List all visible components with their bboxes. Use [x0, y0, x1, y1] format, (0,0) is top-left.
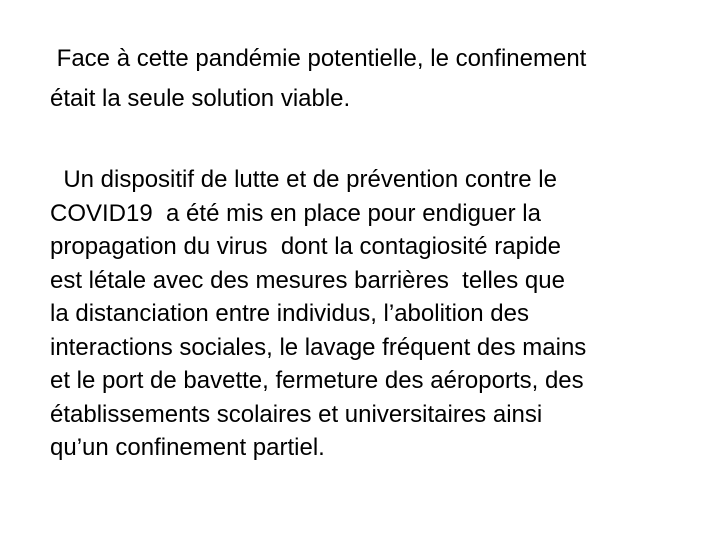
paragraph-intro-line-1: Face à cette pandémie potentielle, le confinement: [50, 45, 587, 72]
paragraph-measures-line-2: COVID19 a été mis en place pour endiguer la: [50, 200, 541, 227]
paragraph-measures-line-4: est létale avec des mesures barrières telles que: [50, 267, 565, 294]
paragraph-measures-line-1: Un dispositif de lutte et de prévention contre le: [50, 166, 557, 193]
paragraph-measures-line-8: établissements scolaires et universitaires ainsi: [50, 401, 543, 428]
paragraph-measures-line-7: et le port de bavette, fermeture des aéroports, des: [50, 367, 584, 394]
paragraph-measures-line-9: qu’un confinement partiel.: [50, 434, 325, 461]
paragraph-measures-line-5: la distanciation entre individus, l’abolition des: [50, 300, 529, 327]
paragraph-measures-line-6: interactions sociales, le lavage fréquent des mains: [50, 334, 587, 361]
paragraph-measures-line-3: propagation du virus dont la contagiosité rapide: [50, 233, 562, 260]
paragraph-intro-line-2: était la seule solution viable.: [50, 85, 351, 112]
